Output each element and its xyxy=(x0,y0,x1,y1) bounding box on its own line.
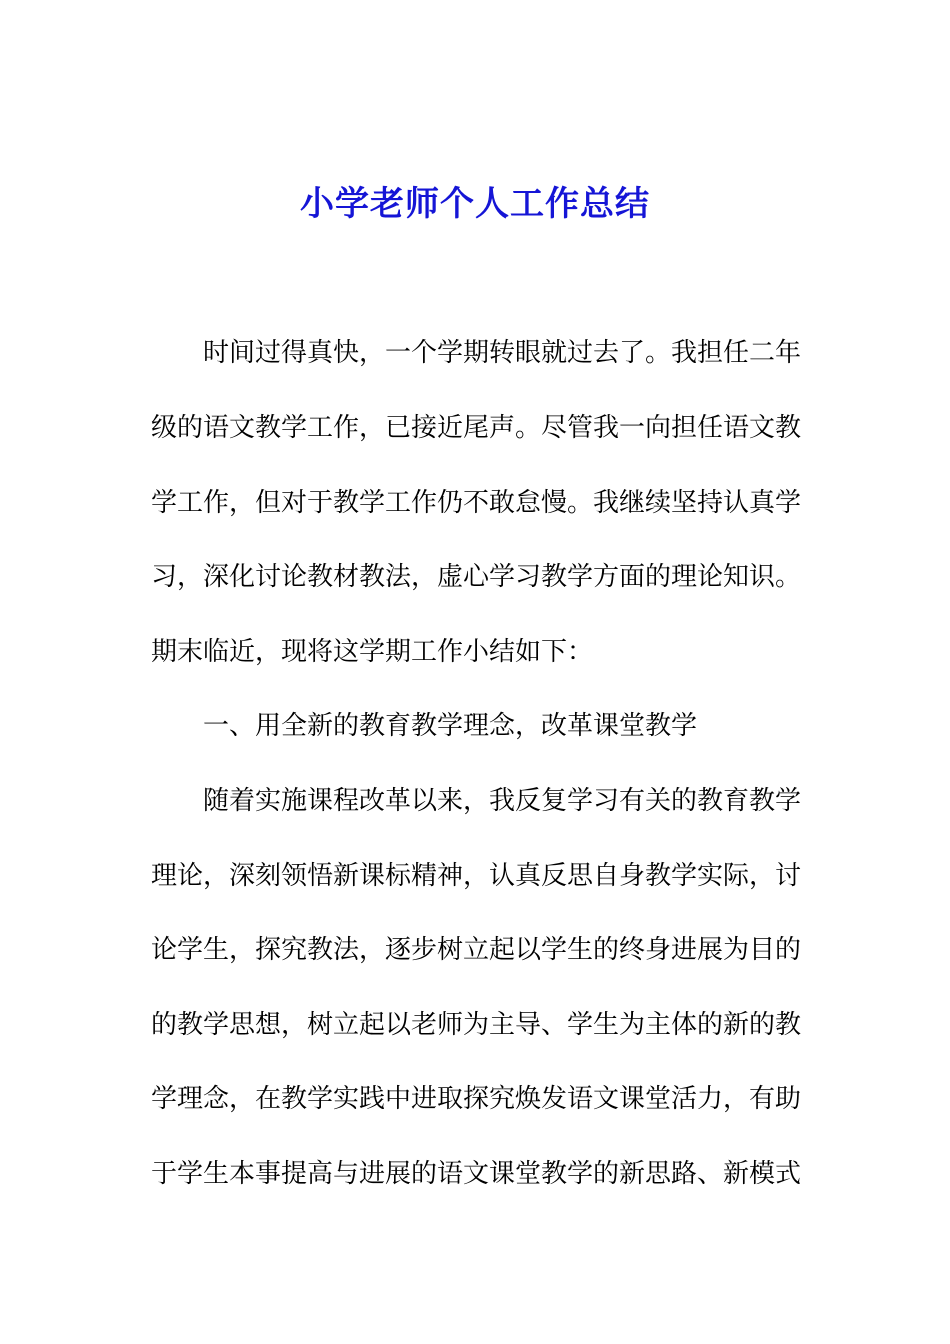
paragraph-line: 习，深化讨论教材教法，虚心学习教学方面的理论知识。 xyxy=(151,562,802,592)
paragraph-line: 理论，深刻领悟新课标精神，认真反思自身教学实际，讨 xyxy=(151,861,802,891)
paragraph-line: 随着实施课程改革以来，我反复学习有关的教育教学 xyxy=(203,786,802,816)
section-heading: 一、用全新的教育教学理念，改革课堂教学 xyxy=(203,711,698,741)
paragraph-line: 于学生本事提高与进展的语文课堂教学的新思路、新模式 xyxy=(151,1159,802,1189)
paragraph-line: 的教学思想，树立起以老师为主导、学生为主体的新的教 xyxy=(151,1010,802,1040)
paragraph-line: 期末临近，现将这学期工作小结如下： xyxy=(151,637,594,667)
paragraph-line: 学理念，在教学实践中进取探究焕发语文课堂活力，有助 xyxy=(151,1084,802,1114)
paragraph-line: 论学生，探究教法，逐步树立起以学生的终身进展为目的 xyxy=(151,935,802,965)
paragraph-line: 学工作，但对于教学工作仍不敢怠慢。我继续坚持认真学 xyxy=(151,488,802,518)
document-title: 小学老师个人工作总结 xyxy=(300,184,650,224)
paragraph-line: 时间过得真快，一个学期转眼就过去了。我担任二年 xyxy=(203,338,802,368)
paragraph-line: 级的语文教学工作，已接近尾声。尽管我一向担任语文教 xyxy=(151,413,802,443)
